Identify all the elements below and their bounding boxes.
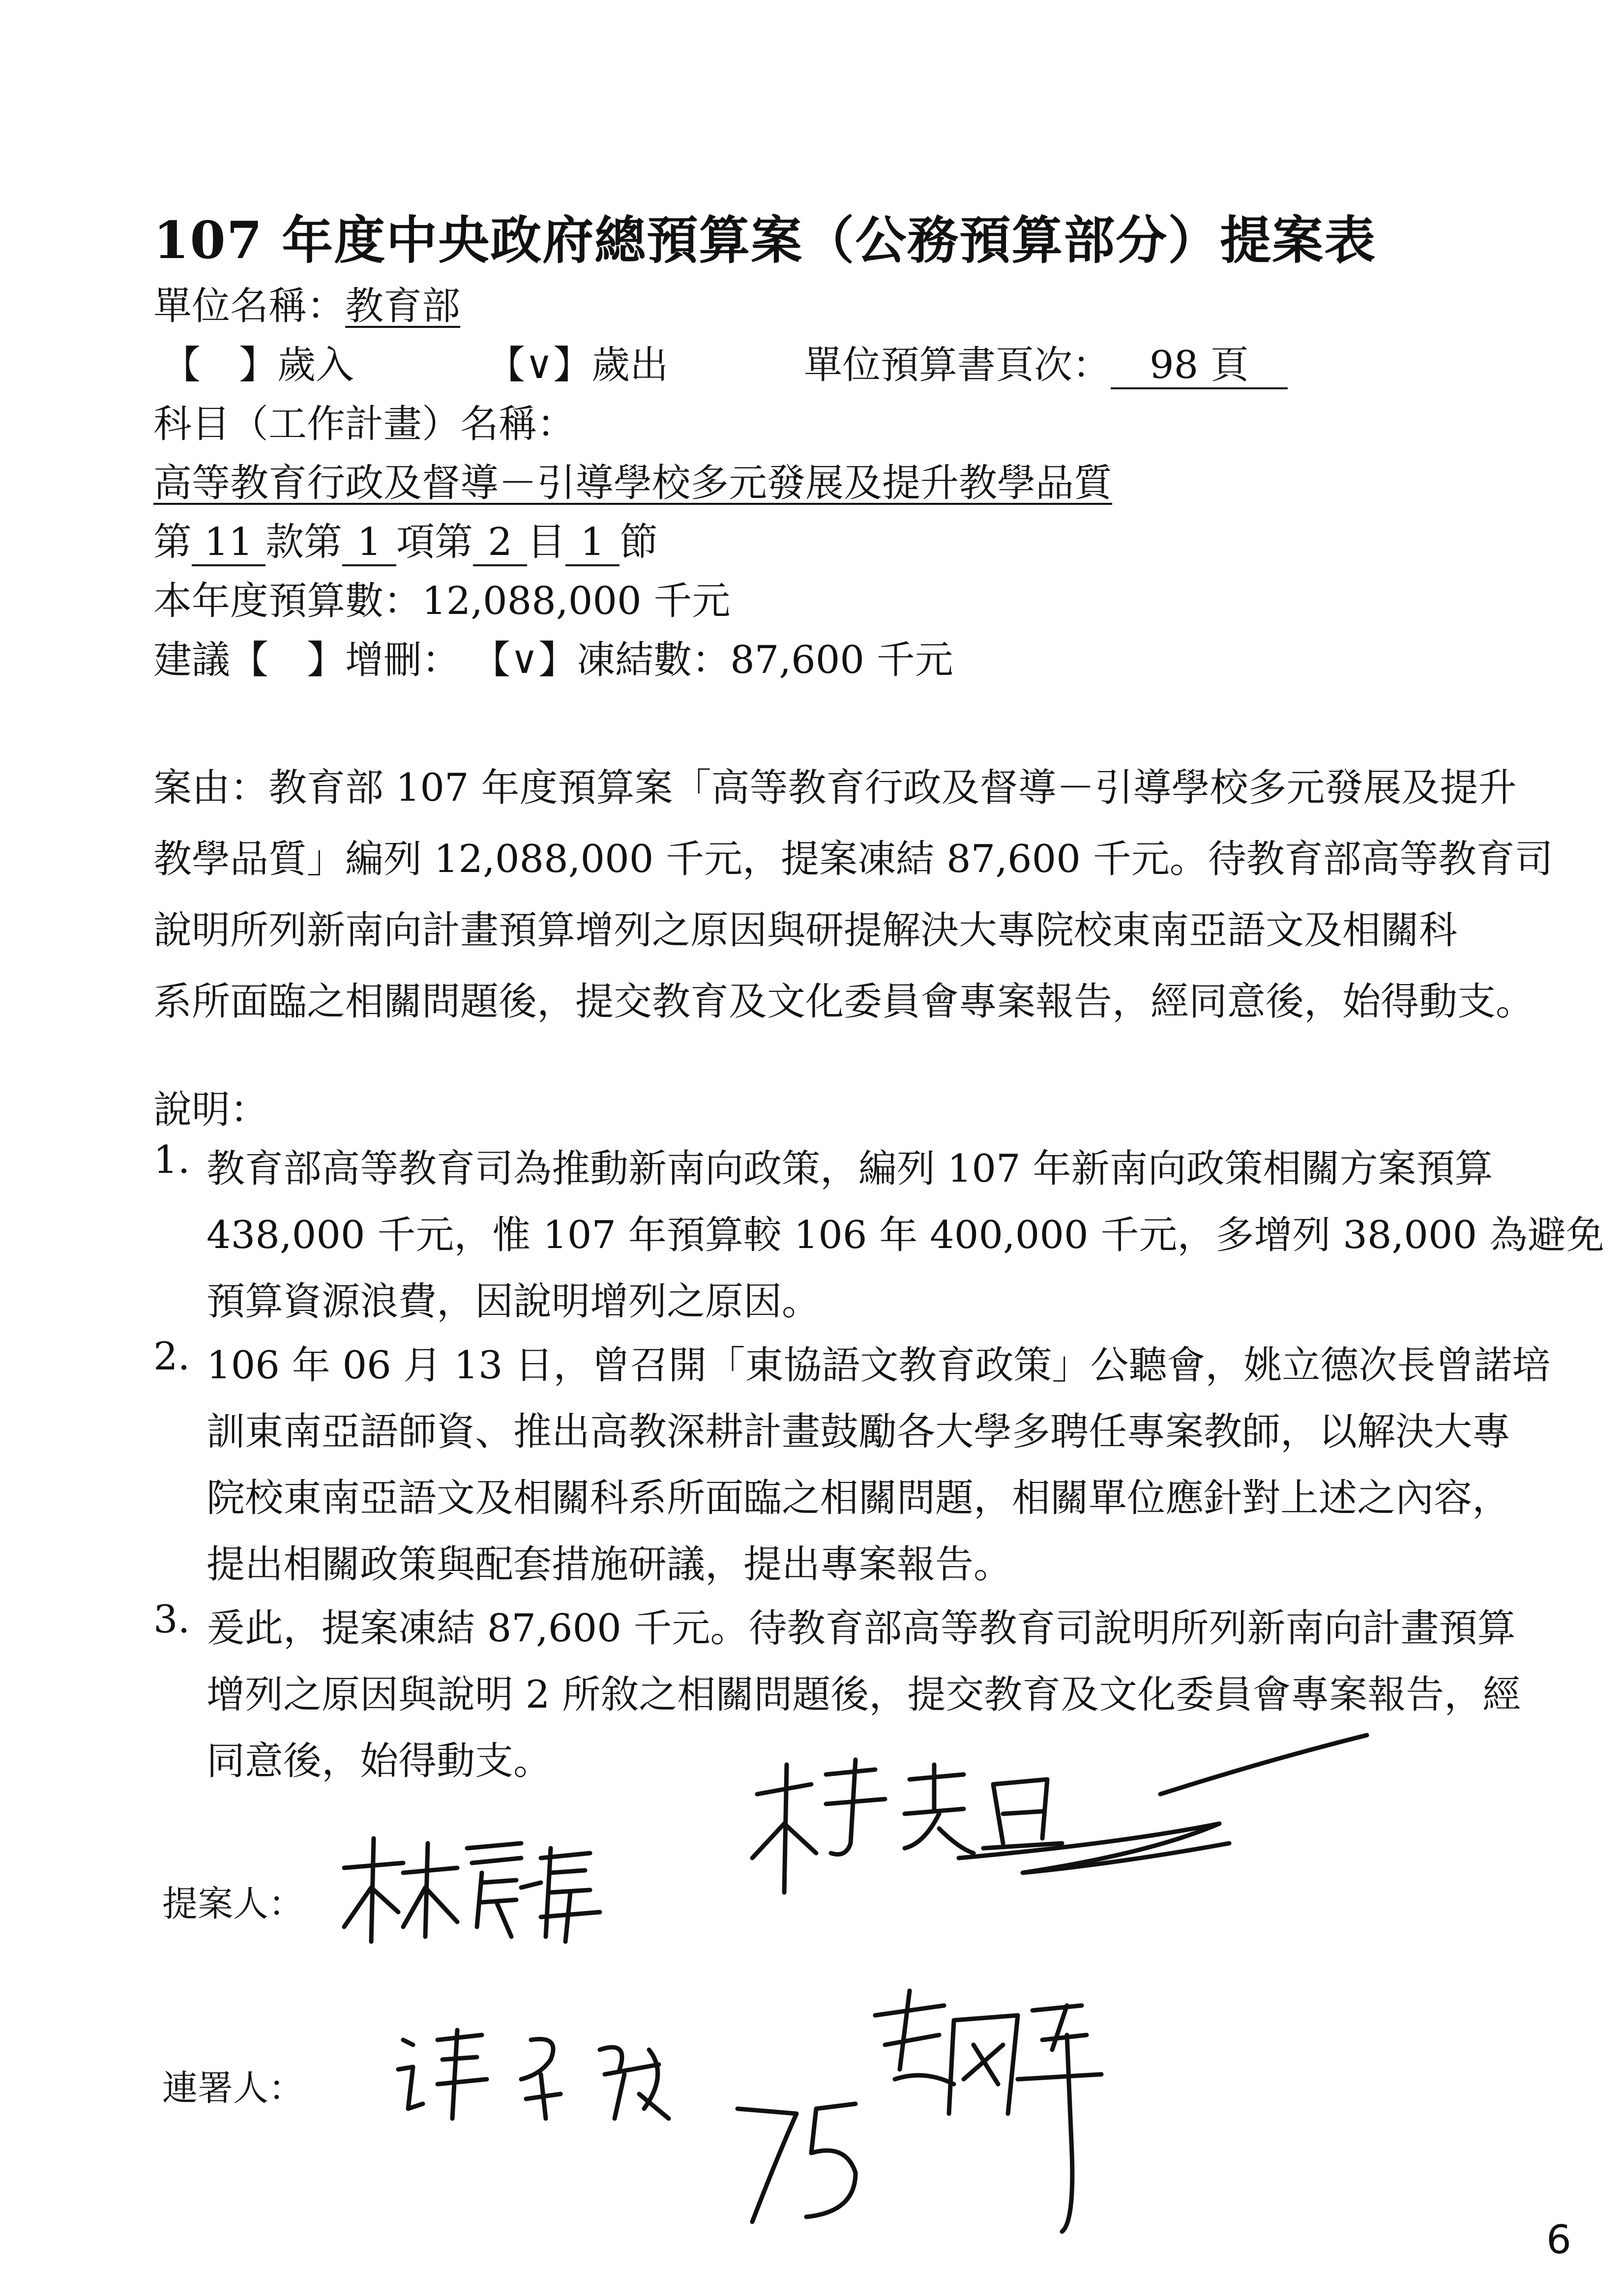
form-title: 107 年度中央政府總預算案（公務預算部分）提案表: [153, 210, 1377, 270]
section-x-suffix: 項第: [396, 520, 473, 564]
explanation-item-line: 教育部高等教育司為推動新南向政策，編列 107 年新南向政策相關方案預算: [207, 1147, 1493, 1191]
explanation-item-number: 1.: [153, 1138, 190, 1182]
cosigner-label: 連署人：: [162, 2067, 304, 2109]
income-checkbox: 【 】: [162, 343, 278, 387]
explanation-item-line: 訓東南亞語師資、推出高教深耕計畫鼓勵各大學多聘任專案教師，以解決大專: [207, 1410, 1511, 1454]
page-ref-row: [804, 334, 1288, 389]
explanation-item-line: 106 年 06 月 13 日，曾召開「東協語文教育政策」公聽會，姚立德次長曾諾培: [207, 1343, 1551, 1388]
explanation-item-line: 提出相關政策與配套措施研議，提出專案報告。: [207, 1542, 1012, 1587]
suggestion-change: 建議【 】增刪：: [153, 638, 461, 682]
section-x-value: 1: [342, 523, 396, 566]
page-number: 6: [1546, 2217, 1571, 2263]
section-k-suffix: 款第: [266, 520, 343, 564]
explanation-item-line: 爰此，提案凍結 87,600 千元。待教育部高等教育司說明所列新南向計畫預算: [207, 1606, 1516, 1651]
explanation-item-line: 院校東南亞語文及相關科系所面臨之相關問題，相關單位應針對上述之內容，: [207, 1476, 1511, 1520]
expense-option: [487, 334, 668, 389]
reason-line: 教學品質」編列 12,088,000 千元，提案凍結 87,600 千元。待教育部高等教育司: [153, 837, 1553, 881]
expense-label: 歲出: [591, 343, 669, 387]
unit-label: 單位名稱：: [153, 284, 346, 328]
cosigner-signature-2: [856, 1956, 1131, 2232]
expense-checkbox: 【∨】: [487, 343, 592, 387]
cosigner-signature-1: [393, 2020, 747, 2133]
subject-value: 高等教育行政及督導－引導學校多元發展及提升教學品質: [153, 461, 1113, 505]
page-ref-value: 98 頁: [1111, 346, 1288, 389]
page-ref-label: 單位預算書頁次：: [804, 343, 1111, 387]
section-m-suffix: 目: [527, 520, 566, 564]
reason-line: 系所面臨之相關問題後，提交教育及文化委員會專案報告，經同意後，始得動支。: [153, 980, 1535, 1024]
section-j-suffix: 節: [620, 520, 658, 564]
section-j-value: 1: [565, 523, 620, 566]
explanation-item-line: 438,000 千元，惟 107 年預算較 106 年 400,000 千元，多增列 38,000 為避免: [207, 1213, 1604, 1257]
section-k-value: 11: [192, 523, 266, 566]
unit-value: 教育部: [345, 284, 461, 328]
section-row: [153, 511, 658, 566]
explanation-item-number: 2.: [153, 1335, 190, 1379]
reason-line: 說明所列新南向計畫預算增列之原因與研提解決大專院校東南亞語文及相關科: [153, 908, 1458, 953]
explanation-item-line: 同意後，始得動支。: [207, 1739, 552, 1783]
budget-amount: 本年度預算數：12,088,000 千元: [153, 579, 731, 623]
reason-line: 案由：教育部 107 年度預算案「高等教育行政及督導－引導學校多元發展及提升: [153, 766, 1517, 810]
income-option: [162, 334, 354, 389]
suggestion-freeze: 【∨】凍結數：87,600 千元: [472, 638, 953, 682]
explanation-item-line: 增列之原因與說明 2 所敘之相關問題後，提交教育及文化委員會專案報告，經: [207, 1673, 1521, 1717]
explanation-heading: 說明：: [153, 1088, 269, 1132]
proposer-signature-1: [334, 1829, 610, 1947]
proposer-label: 提案人：: [162, 1883, 304, 1924]
unit-row: [153, 275, 460, 330]
explanation-item-line: 預算資源浪費，因說明增列之原因。: [207, 1279, 821, 1324]
proposer-signature-2: [728, 1730, 1387, 1917]
explanation-item-number: 3.: [153, 1598, 190, 1642]
section-m-value: 2: [473, 523, 527, 566]
income-label: 歲入: [277, 343, 354, 387]
subject-label: 科目（工作計畫）名稱：: [153, 402, 576, 446]
section-k-prefix: 第: [153, 520, 192, 564]
